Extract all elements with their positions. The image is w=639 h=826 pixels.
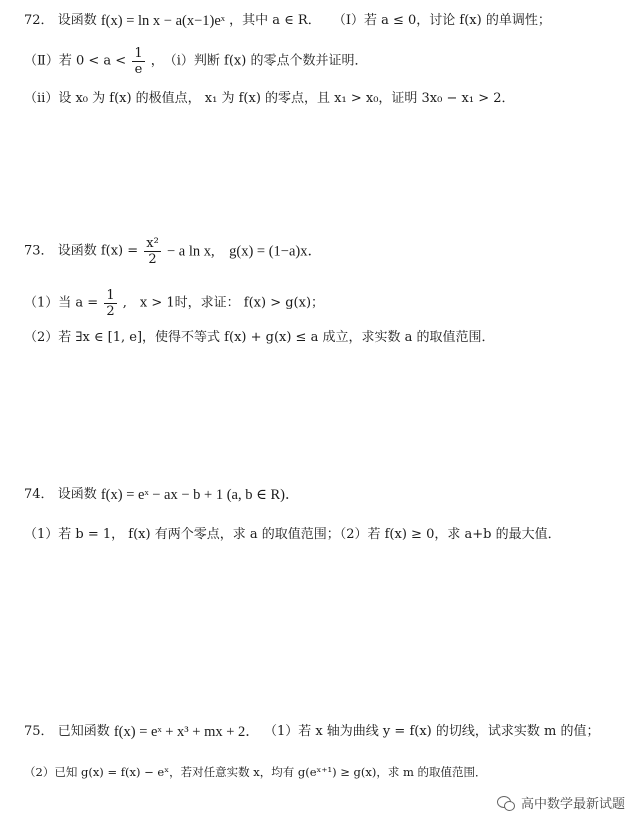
function-definition: f(x) = eˣ − ax − b + 1 (a, b ∈ R)．	[100, 487, 300, 503]
problem-75-part-2	[24, 760, 489, 783]
fraction-numerator: 1	[134, 46, 143, 61]
part-1: （Ⅰ）若 a ≤ 0，讨论 f(x) 的单调性；	[332, 13, 551, 28]
fraction-numerator: 1	[106, 288, 115, 303]
problem-lead: 已知函数	[57, 724, 110, 739]
problem-73-part-1	[24, 288, 631, 319]
fraction-denominator: 2	[106, 304, 115, 319]
problem-lead: 设函数	[57, 13, 97, 28]
part-1: （1）若 x 轴为曲线 y = f(x) 的切线，试求实数 m 的值；	[263, 724, 600, 739]
fraction-denominator: e	[134, 62, 143, 77]
problem-72-part-3	[24, 88, 631, 111]
problem-number: 72．	[24, 13, 54, 28]
part-3: （ⅱ）设 x₀ 为 f(x) 的极值点， x₁ 为 f(x) 的零点，且 x₁ > x₀，证明 3x₀ − x₁ > 2．	[24, 91, 515, 106]
fraction	[144, 236, 161, 267]
part-1-pre: （1）当 a =	[24, 295, 99, 311]
problem-number: 73．	[24, 243, 54, 259]
problem-lead: 设函数 f(x) =	[57, 243, 139, 259]
fraction-denominator: 2	[148, 252, 157, 267]
part-2: （2）若 ∃x ∈ [1, e]，使得不等式 f(x) + g(x) ≤ a 成立，求实数 a 的取值范围．	[24, 330, 495, 345]
problem-73-part-2	[24, 327, 631, 350]
problem-73-stem	[24, 236, 631, 267]
wechat-icon	[497, 795, 515, 811]
problem-lead: 设函数	[57, 487, 97, 502]
fraction-numerator: x²	[146, 236, 159, 251]
function-definition: f(x) = eˣ + x³ + mx + 2．	[113, 724, 260, 740]
condition: ，其中 a ∈ R．	[229, 13, 321, 28]
problem-72-part-2	[24, 46, 631, 77]
problem-75-stem	[24, 721, 631, 744]
problem-72-stem	[24, 10, 631, 33]
problem-74-stem	[24, 484, 631, 507]
problem-74-parts	[24, 524, 631, 547]
part-2: （2）已知 g(x) = f(x) − eˣ，若对任意实数 x，均有 g(eˣ⁺¹) ≥ g(x)，求 m 的取值范围．	[24, 765, 487, 779]
problem-number: 75．	[24, 724, 54, 739]
part-1-post: , x > 1时，求证： f(x) > g(x)；	[122, 295, 325, 311]
function-definition: − a ln x, g(x) = (1−a)x．	[166, 243, 322, 260]
fraction	[132, 46, 144, 77]
parts: （1）若 b = 1， f(x) 有两个零点，求 a 的取值范围；（2）若 f(x) ≥ 0，求 a+b 的最大值．	[24, 527, 561, 542]
fraction	[104, 288, 116, 319]
watermark-text: 高中数学最新试题	[520, 797, 625, 812]
part-2-post: ， （ⅰ）判断 f(x) 的零点个数并证明．	[150, 53, 368, 69]
function-definition: f(x) = ln x − a(x−1)eˣ	[100, 13, 225, 29]
problem-number: 74．	[24, 487, 54, 502]
watermark	[497, 793, 625, 812]
part-2-pre: （Ⅱ）若 0 < a <	[24, 53, 127, 69]
